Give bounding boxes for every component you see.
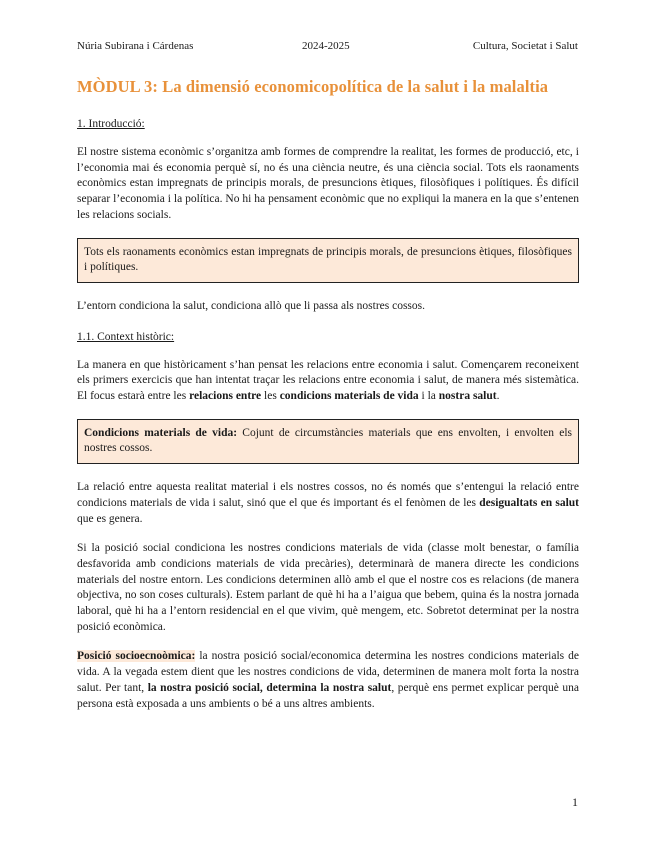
historical-context-paragraph: [77, 358, 579, 405]
intro-paragraph: El nostre sistema econòmic s’organitza amb formes de comprendre la realitat, les formes de producció, etc, i l’economia mai és economia perquè sí, no és una ciència neutre, és una ciència social. Tots els raonaments econòmics estan impregnats de principis morals, de presuncions ètiques, filosòfiques i polítiques. És difícil separar l’economia i la política. No hi ha pensament econòmic que no expliqui la manera en la que s’entenen les relacions socials.: [77, 146, 579, 221]
bold-term: condicions materials de vida: [279, 390, 419, 403]
module-title: MÒDUL 3: La dimensió economicopolítica de la salut i la malaltia: [77, 77, 549, 96]
text-run: i la: [418, 390, 439, 403]
page-content: [77, 76, 579, 726]
environment-paragraph: L’entorn condiciona la salut, condiciona allò que li passa als nostres cossos.: [77, 299, 426, 312]
text-run: la nostra posició social/economica determina les nostres condicions materials de vida. A la vegada estem dient que les nostres condicions de vida, determinen de manera molt forta la nostra salut. Per tant,: [77, 650, 579, 694]
definition-text: Cojunt de circumstàncies materials que ens envolten, i envolten els nostres cossos.: [84, 426, 572, 455]
header-year: 2024-2025: [302, 40, 350, 52]
highlighted-term: Posició socioecnoòmica:: [77, 650, 196, 663]
social-position-paragraph: Si la posició social condiciona les nostres condicions materials de vida (classe molt benestar, o família desfavorida amb condicions materials de vida precàries), determinarà de manera directe les condicions materials del nostre entorn. Les condicions determinen allò amb el que el nostre cos es relacions (de manera objectiva, no son coses culturals). Estem parlant de què hi ha a l’aigua que bebem, quina és la nostra jornada laboral, què hi ha a l’entorn residencial en el que vivim, què mengem, etc. Sobretot determinat per la nostra posició econòmica.: [77, 542, 579, 633]
bold-term: la nostra posició social, determina la nostra salut: [147, 681, 392, 694]
material-reality-paragraph: [77, 480, 579, 527]
header-course: Cultura, Societat i Salut: [472, 40, 578, 52]
bold-term: desigualtats en salut: [479, 496, 579, 509]
header-author: Núria Subirana i Cárdenas: [77, 40, 194, 52]
definition-callout: [77, 419, 579, 464]
page-number: 1: [572, 795, 578, 809]
text-run: les: [261, 390, 280, 403]
text-run: La manera en que històricament s’han pensat les relacions entre economia i salut. Començarem reconeixent els primers exercicis que han intentat traçar les relacions entre economia i salut, de manera més sistemàtica. El focus estarà entre les: [77, 358, 579, 403]
text-run: .: [496, 390, 500, 403]
definition-term: Condicions materials de vida:: [84, 426, 238, 439]
section-heading-historical-context: 1.1. Context històric:: [77, 330, 175, 343]
key-idea-callout: Tots els raonaments econòmics estan impregnats de principis morals, de presuncions ètiques, filosòfiques i polítiques.: [77, 238, 579, 283]
page-header: [77, 38, 578, 54]
bold-term: relacions entre: [189, 390, 262, 403]
socioeconomic-position-paragraph: [77, 649, 579, 712]
bold-term: nostra salut: [438, 390, 497, 403]
text-run: que es genera.: [77, 512, 143, 525]
text-run: , perquè ens permet explicar perquè una persona està exposada a uns ambients o bé a uns altres ambients.: [77, 681, 579, 710]
text-run: La relació entre aquesta realitat material i els nostres cossos, no és només que s’entengui la relació entre condicions materials de vida i salut, sinó que el que és important és el fenòmen de les: [77, 481, 579, 509]
section-heading-introduction: 1. Introducció:: [77, 118, 145, 130]
